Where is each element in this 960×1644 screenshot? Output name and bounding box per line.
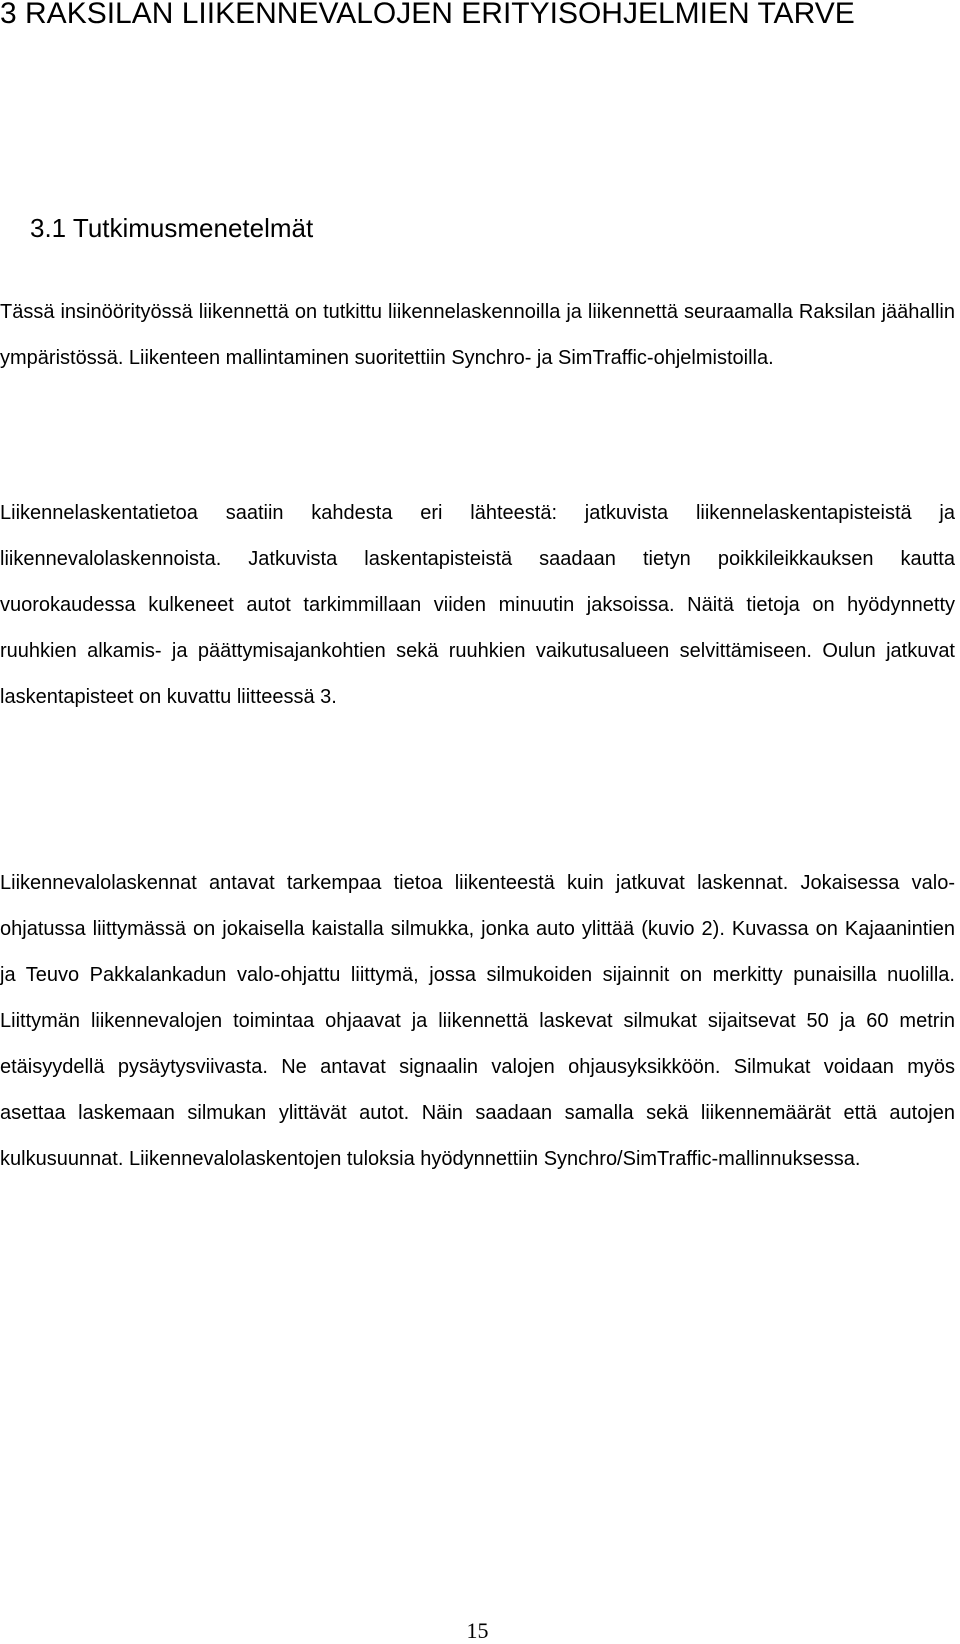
chapter-title: 3 RAKSILAN LIIKENNEVALOJEN ERITYISOHJELMIEN TARVE xyxy=(0,0,855,30)
paragraph-research-methods: Tässä insinöörityössä liikennettä on tutkittu liikennelaskennoilla ja liikennettä seuraamalla Raksilan jäähallin ympäristössä. Liikenteen mallintaminen suoritettiin Synchro- ja SimTraffic-ohjelmistoilla. xyxy=(0,301,955,369)
page-number: 15 xyxy=(466,1618,489,1643)
paragraph-traffic-light-counts: Liikennevalolaskennat antavat tarkempaa tietoa liikenteestä kuin jatkuvat laskennat. Jokaisessa valo-ohjatussa liittymässä on jokaisella kaistalla silmukka, jonka auto ylittää (kuvio 2). Kuvassa on Kajaanintien ja Teuvo Pakkalankadun valo-ohjattu liittymä, jossa silmukoiden sijainnit on merkitty punaisilla nuolilla. Liittymän liikennevalojen toimintaa ohjaavat ja liikennettä laskevat silmukat sijaitsevat 50 ja 60 metrin etäisyydellä pysäytysviivasta. Ne antavat signaalin valojen ohjausyksikköön. Silmukat voidaan myös asettaa laskemaan silmukan ylittävät autot. Näin saadaan samalla sekä liikennemäärät että autojen kulkusuunnat. Liikennevalolaskentojen tuloksia hyödynnettiin Synchro/SimTraffic-mallinnuksessa. xyxy=(0,872,955,1170)
section-title: 3.1 Tutkimusmenetelmät xyxy=(30,213,314,243)
paragraph-traffic-count-sources: Liikennelaskentatietoa saatiin kahdesta eri lähteestä: jatkuvista liikennelaskentapisteistä ja liikennevalolaskennoista. Jatkuvista laskentapisteistä saadaan tietyn poikkileikkauksen kautta vuorokaudessa kulkeneet autot tarkimmillaan viiden minuutin jaksoissa. Näitä tietoja on hyödynnetty ruuhkien alkamis- ja päättymisajankohtien sekä ruuhkien vaikutusalueen selvittämiseen. Oulun jatkuvat laskentapisteet on kuvattu liitteessä 3. xyxy=(0,502,955,708)
